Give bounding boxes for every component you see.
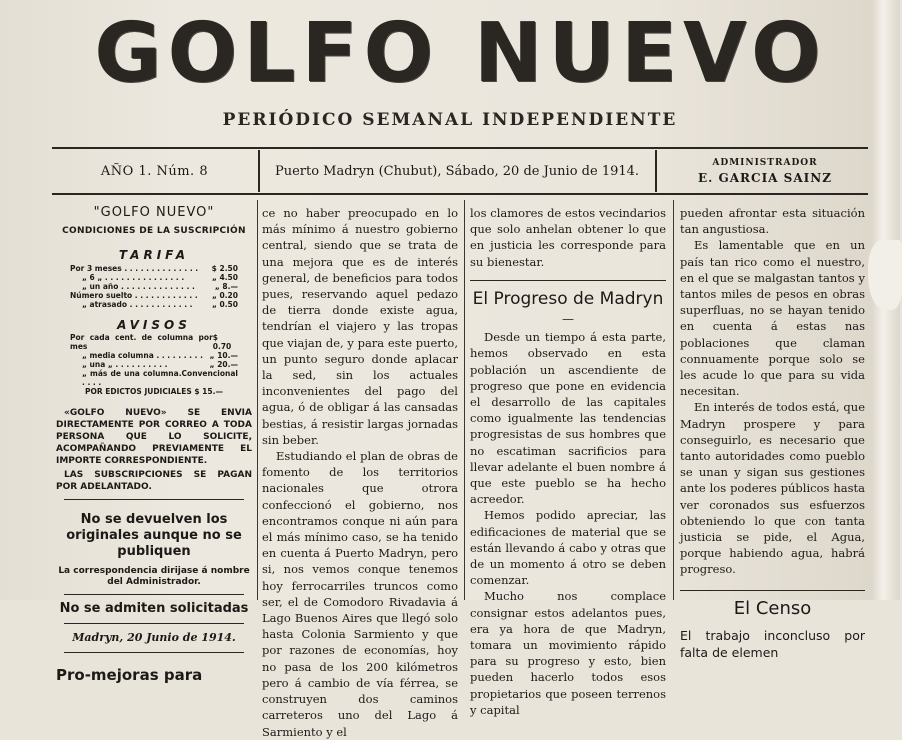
avisos-row	[56, 360, 252, 369]
originals-notice: No se devuelven los originales aunque no se publiquen	[66, 511, 242, 559]
column-rule-1	[257, 200, 258, 600]
masthead-title: GOLFO NUEVO	[94, 6, 827, 101]
article-paragraph: ce no haber preocupado en lo más mínimo á nuestro gobierno central, siendo que se trata de una mejora que es de interés general, de beneficios para todos pues, reservando aquel pedazo de tierra donde existe agua, tendrían el viajero y las tropas que viajan de, y para este puerto, un punto seguro donde aplacar la sed, sin los actuales inconvenientes del pago del agua, ó de obligar á las cansadas bestias, á resistir largas jornadas sin beber.	[262, 206, 458, 447]
tarifa-row	[56, 264, 252, 273]
top-rule	[52, 147, 868, 149]
article-paragraph: pueden afrontar esta situación tan angustiosa.	[680, 206, 865, 237]
tarifa-row-label: Número suelto . . . . . . . . . . . .	[70, 290, 198, 300]
administrator-label: ADMINISTRADOR	[712, 157, 818, 168]
divider	[64, 499, 244, 500]
heading-dash: —	[562, 312, 574, 327]
tarifa-row	[56, 291, 252, 300]
avisos-row-label: „ una „ . . . . . . . . . .	[82, 359, 168, 369]
payment-notice: LAS SUBSCRIPCIONES SE PAGAN POR ADELANTADO.	[56, 469, 252, 492]
article-paragraph: Hemos podido apreciar, las edificaciones de material que se están llevando á cabo y otras que de un momento á otro se deben comenzar.	[470, 508, 666, 588]
avisos-row-value: Convencional	[181, 368, 238, 378]
subscription-subtitle: CONDICIONES DE LA SUSCRIPCIÓN	[62, 226, 246, 237]
article-paragraph: Estudiando el plan de obras de fomento de los territorios nacionales que otrora confeccionó el gobierno, nos encontramos conque ni aún para el más mínimo caso, se ha tenido en cuenta á Puerto Madryn, pero si, nos vemos conque tenemos hoy ferrocarriles truncos como ser, el de Comodoro Rivadavia á Lago Buenos Aires que llegó solo hasta Colonia Sarmiento y que por razones de economías, hoy no pasa de los 200 kilómetros pero á cambio de vía férrea, se construyen dos caminos carreteros uno del Lago á Sarmiento y el	[262, 449, 458, 739]
tarifa-row-value: „ 4.50	[211, 272, 238, 282]
edictos-note: POR EDICTOS JUDICIALES $ 15.—	[85, 386, 223, 396]
avisos-row-label: Por cada cent. de columna por mes	[70, 332, 213, 351]
info-rule	[52, 193, 868, 195]
column-date: Madryn, 20 Junio de 1914.	[72, 630, 236, 644]
administrator-name: E. GARCIA SAINZ	[697, 170, 832, 185]
avisos-heading: AVISOS	[117, 317, 191, 332]
subscription-title: "GOLFO NUEVO"	[93, 205, 215, 220]
avisos-row-value: „ 20.—	[209, 359, 238, 369]
avisos-row	[56, 369, 252, 387]
tarifa-row-label: „ un año . . . . . . . . . . . . . .	[82, 281, 195, 291]
info-divider-right	[655, 150, 657, 192]
censo-heading: El Censo	[733, 597, 812, 619]
tarifa-row-value: „ 0.20	[211, 290, 238, 300]
tarifa-row-label: „ atrasado . . . . . . . . . . . .	[82, 299, 193, 309]
article-column-4	[680, 205, 865, 660]
subscription-column	[56, 205, 252, 685]
avisos-row-value: „ 10.—	[209, 350, 238, 360]
avisos-row-value: $ 0.70	[212, 332, 232, 351]
article-paragraph: En interés de todos está, que Madryn prospere y para conseguirlo, es necesario que tanto autoridades como pueblo se unan y sigan sus gestiones ante los poderes públicos hasta ver coronados sus esfuerzos obteniendo lo que con tanta justicia se pide, el Agua, porque habiendo agua, habrá progreso.	[680, 400, 865, 577]
article-column-2	[262, 205, 458, 739]
tarifa-table	[56, 264, 252, 309]
column-rule-3	[673, 200, 674, 600]
issue-number: AÑO 1. Núm. 8	[100, 163, 209, 179]
delivery-notice: «GOLFO NUEVO» SE ENVIA DIRECTAMENTE POR CORREO A TODA PERSONA QUE LO SOLICITE, ACOMPAÑANDO PREVIAMENTE EL IMPORTE CORRESPONDIENTE.	[56, 407, 252, 466]
divider	[680, 590, 865, 591]
avisos-row	[56, 333, 252, 351]
divider	[64, 623, 244, 624]
column-rule-2	[464, 200, 465, 600]
correspondence-notice: La correspondencia dirijase á nombre del Administrador.	[58, 565, 250, 587]
tarifa-row	[56, 282, 252, 291]
avisos-row	[56, 351, 252, 360]
censo-text: El trabajo inconcluso por falta de elemen	[680, 627, 865, 660]
article-paragraph: los clamores de estos vecindarios que solo anhelan obtener lo que en justicia les corresponde para su bienestar.	[470, 206, 666, 269]
article-heading: El Progreso de Madryn	[472, 288, 664, 309]
tarifa-row-label: „ 6 „ . . . . . . . . . . . . . . .	[82, 272, 185, 282]
tarifa-row-value: „ 0.50	[211, 299, 238, 309]
next-article-heading: Pro-mejoras para	[56, 666, 203, 685]
article-column-3	[470, 205, 666, 717]
torn-spot	[868, 240, 902, 310]
solicitadas-notice: No se admiten solicitadas	[59, 600, 249, 616]
dateline: Puerto Madryn (Chubut), Sábado, 20 de Junio de 1914.	[274, 163, 640, 179]
avisos-row-label: „ media columna . . . . . . . . .	[82, 350, 203, 360]
tarifa-row-value: $ 2.50	[211, 263, 238, 273]
tarifa-heading: TARIFA	[118, 248, 190, 263]
tarifa-row	[56, 273, 252, 282]
article-paragraph: Es lamentable que en un país tan rico como el nuestro, en el que se malgastan tantos y tantos miles de pesos en obras superfluas, no se hayan tenido en cuenta á estas nas poblaciones que claman connuamente porque solo se les acude lo que para su vida necesitan.	[680, 238, 865, 399]
tarifa-row	[56, 300, 252, 309]
article-paragraph: Desde un tiempo á esta parte, hemos observado en esta población un ascendiente de progreso que pone en evidencia el desarrollo de las capitales como igualmente las tendencias progresistas de sus hombres que no escatiman sacrificios para llevar adelante el buen nombre á que este pueblo se ha hecho acreedor.	[470, 330, 666, 507]
avisos-row-label: „ más de una columna. . . . .	[82, 368, 182, 387]
tarifa-row-value: „ 8.—	[214, 281, 238, 291]
article-paragraph: Mucho nos complace consignar estos adelantos pues, era ya hora de que Madryn, tomara un movimiento rápido para su progreso y esto, bien pueden hacerlo todos esos propietarios que poseen terrenos y capital	[470, 589, 666, 717]
avisos-table	[56, 333, 252, 387]
administrator-box	[660, 150, 870, 192]
divider	[64, 652, 244, 653]
divider	[470, 280, 666, 281]
divider	[64, 594, 244, 595]
masthead-subtitle: PERIÓDICO SEMANAL INDEPENDIENTE	[222, 110, 678, 130]
tarifa-row-label: Por 3 meses . . . . . . . . . . . . . .	[70, 263, 199, 273]
info-divider-left	[258, 150, 260, 192]
